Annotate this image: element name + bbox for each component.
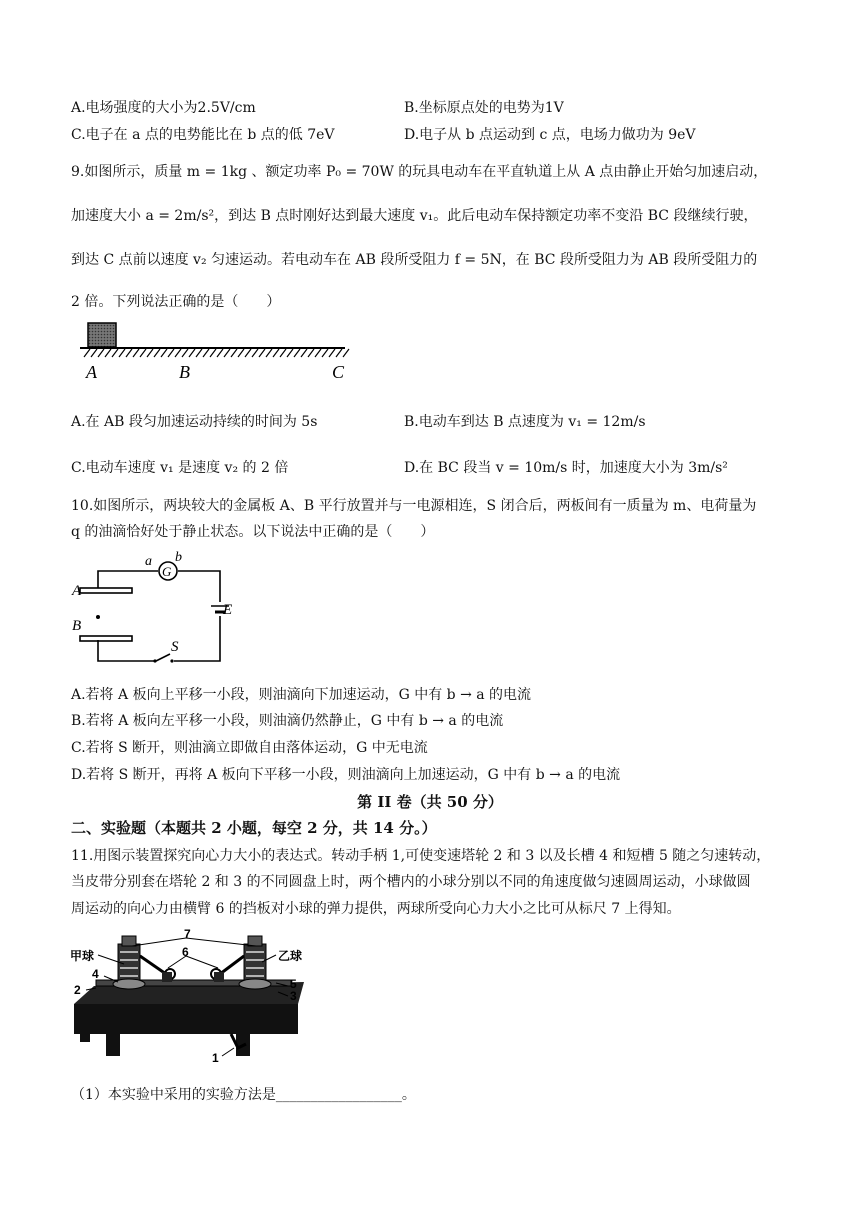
ground-hatch-line (196, 349, 202, 357)
ground-hatch-line (119, 349, 125, 357)
q10-option-c: C.若将 S 断开，则油滴立即做自由落体运动，G 中无电流 (71, 740, 428, 756)
ground-hatch-line (175, 349, 181, 357)
q10-option-b: B.若将 A 板向左平移一小段，则油滴仍然静止，G 中有 b → a 的电流 (71, 713, 504, 729)
battery-e-label: E (223, 602, 233, 618)
point-a-label: A (86, 362, 97, 382)
ground-hatch-line (203, 349, 209, 357)
ground-hatch-line (301, 349, 307, 357)
ground-hatch-line (273, 349, 279, 357)
ground-hatch-line (259, 349, 265, 357)
ground-hatch-line (182, 349, 188, 357)
ball-yi-label: 乙球 (278, 949, 303, 963)
label-5: 5 (290, 977, 297, 991)
q11-apparatus-figure (66, 926, 316, 1066)
ground-hatch-line (217, 349, 223, 357)
q8-option-b: B.坐标原点处的电势为1V (404, 100, 564, 116)
q9-option-b: B.电动车到达 B 点速度为 v₁ = 12m/s (404, 414, 646, 430)
ground-hatch-line (154, 349, 160, 357)
ground-hatch-line (308, 349, 314, 357)
switch-s-label: S (171, 639, 179, 655)
label-3: 3 (290, 989, 297, 1003)
q11-sub1: （1）本实验中采用的实验方法是__________________。 (71, 1087, 416, 1103)
q9-option-a: A.在 AB 段匀加速运动持续的时间为 5s (71, 414, 318, 430)
point-b-label: B (179, 362, 190, 382)
ground-hatch-line (133, 349, 139, 357)
ball-jia-label: 甲球 (70, 949, 95, 963)
ground-hatch-line (245, 349, 251, 357)
ground-hatch-line (343, 349, 349, 357)
ground-hatch-line (266, 349, 272, 357)
ground-hatch-line (329, 349, 335, 357)
q8-option-c: C.电子在 a 点的电势能比在 b 点的低 7eV (71, 127, 335, 143)
oil-drop (96, 615, 100, 619)
plate-a-label: A (72, 583, 82, 599)
q9-option-c: C.电动车速度 v₁ 是速度 v₂ 的 2 倍 (71, 460, 289, 476)
ground-hatch-line (147, 349, 153, 357)
ground-hatch-line (287, 349, 293, 357)
ground-hatch-line (161, 349, 167, 357)
q9-option-d: D.在 BC 段当 v = 10m/s 时，加速度大小为 3m/s² (404, 460, 728, 476)
q8-option-d: D.电子从 b 点运动到 c 点，电场力做功为 9eV (404, 127, 696, 143)
ground-hatch-line (105, 349, 111, 357)
ground-hatch-line (238, 349, 244, 357)
label-7: 7 (184, 927, 191, 941)
q9-track-figure (70, 318, 360, 384)
q10-option-a: A.若将 A 板向上平移一小段，则油滴向下加速运动，G 中有 b → a 的电流 (71, 687, 532, 703)
section-heading: 二、实验题（本题共 2 小题，每空 2 分，共 14 分。） (71, 819, 437, 837)
q9-stem-line4: 2 倍。下列说法正确的是（ ） (71, 294, 281, 310)
label-6: 6 (182, 945, 189, 959)
q10-circuit-figure (70, 550, 240, 668)
q9-stem-line1: 9.如图所示，质量 m = 1kg 、额定功率 P₀ = 70W 的玩具电动车在平直轨道上从 A 点由静止开始匀加速启动， (71, 164, 768, 180)
ground-hatch-line (91, 349, 97, 357)
q10-option-d: D.若将 S 断开，再将 A 板向下平移一小段，则油滴向上加速运动，G 中有 b → a 的电流 (71, 767, 621, 783)
section-title: 第 II 卷（共 50 分） (357, 793, 503, 811)
q8-option-a: A.电场强度的大小为2.5V/cm (71, 100, 256, 116)
q9-stem-line2: 加速度大小 a = 2m/s²，到达 B 点时刚好达到最大速度 v₁。此后电动车保持额定功率不变沿 BC 段继续行驶， (71, 208, 758, 224)
ground-hatch-line (252, 349, 258, 357)
toy-car-block (88, 323, 116, 347)
ground-hatch-line (189, 349, 195, 357)
plate-b-label: B (72, 618, 82, 634)
ground-hatch-line (84, 349, 90, 357)
ground-hatch-line (280, 349, 286, 357)
q11-stem-line1: 11.用图示装置探究向心力大小的表达式。转动手柄 1,可使变速塔轮 2 和 3 以及长槽 4 和短槽 5 随之匀速转动， (71, 848, 771, 864)
q11-stem-line3: 周运动的向心力由横臂 6 的挡板对小球的弹力提供，两球所受向心力大小之比可从标尺 7 上得知。 (71, 901, 681, 917)
ground-hatch-line (322, 349, 328, 357)
point-c-label: C (332, 362, 345, 382)
q10-stem-line2: q 的油滴恰好处于静止状态。以下说法中正确的是（ ） (71, 524, 435, 540)
ground-hatch-line (336, 349, 342, 357)
ground-hatch-line (126, 349, 132, 357)
ground-hatch-line (168, 349, 174, 357)
ground-hatch-line (210, 349, 216, 357)
ground-hatch-line (112, 349, 118, 357)
ground-hatch-line (224, 349, 230, 357)
ground-hatch-line (231, 349, 237, 357)
ground-hatch-line (294, 349, 300, 357)
terminal-b-label: b (175, 550, 182, 565)
terminal-a-label: a (145, 554, 152, 569)
label-1: 1 (212, 1051, 219, 1065)
q9-stem-line3: 到达 C 点前以速度 v₂ 匀速运动。若电动车在 AB 段所受阻力 f = 5N，在 BC 段所受阻力为 AB 段所受阻力的 (71, 252, 758, 268)
ground-hatch-line (140, 349, 146, 357)
q11-stem-line2: 当皮带分别套在塔轮 2 和 3 的不同圆盘上时，两个槽内的小球分别以不同的角速度做匀速圆周运动，小球做圆 (71, 874, 751, 890)
label-4: 4 (92, 967, 99, 981)
label-2: 2 (74, 983, 81, 997)
ground-hatch-line (98, 349, 104, 357)
ground-hatch-line (315, 349, 321, 357)
q10-stem-line1: 10.如图所示，两块较大的金属板 A、B 平行放置并与一电源相连，S 闭合后，两板间有一质量为 m、电荷量为 (71, 498, 757, 514)
galvanometer-label: G (162, 564, 172, 579)
